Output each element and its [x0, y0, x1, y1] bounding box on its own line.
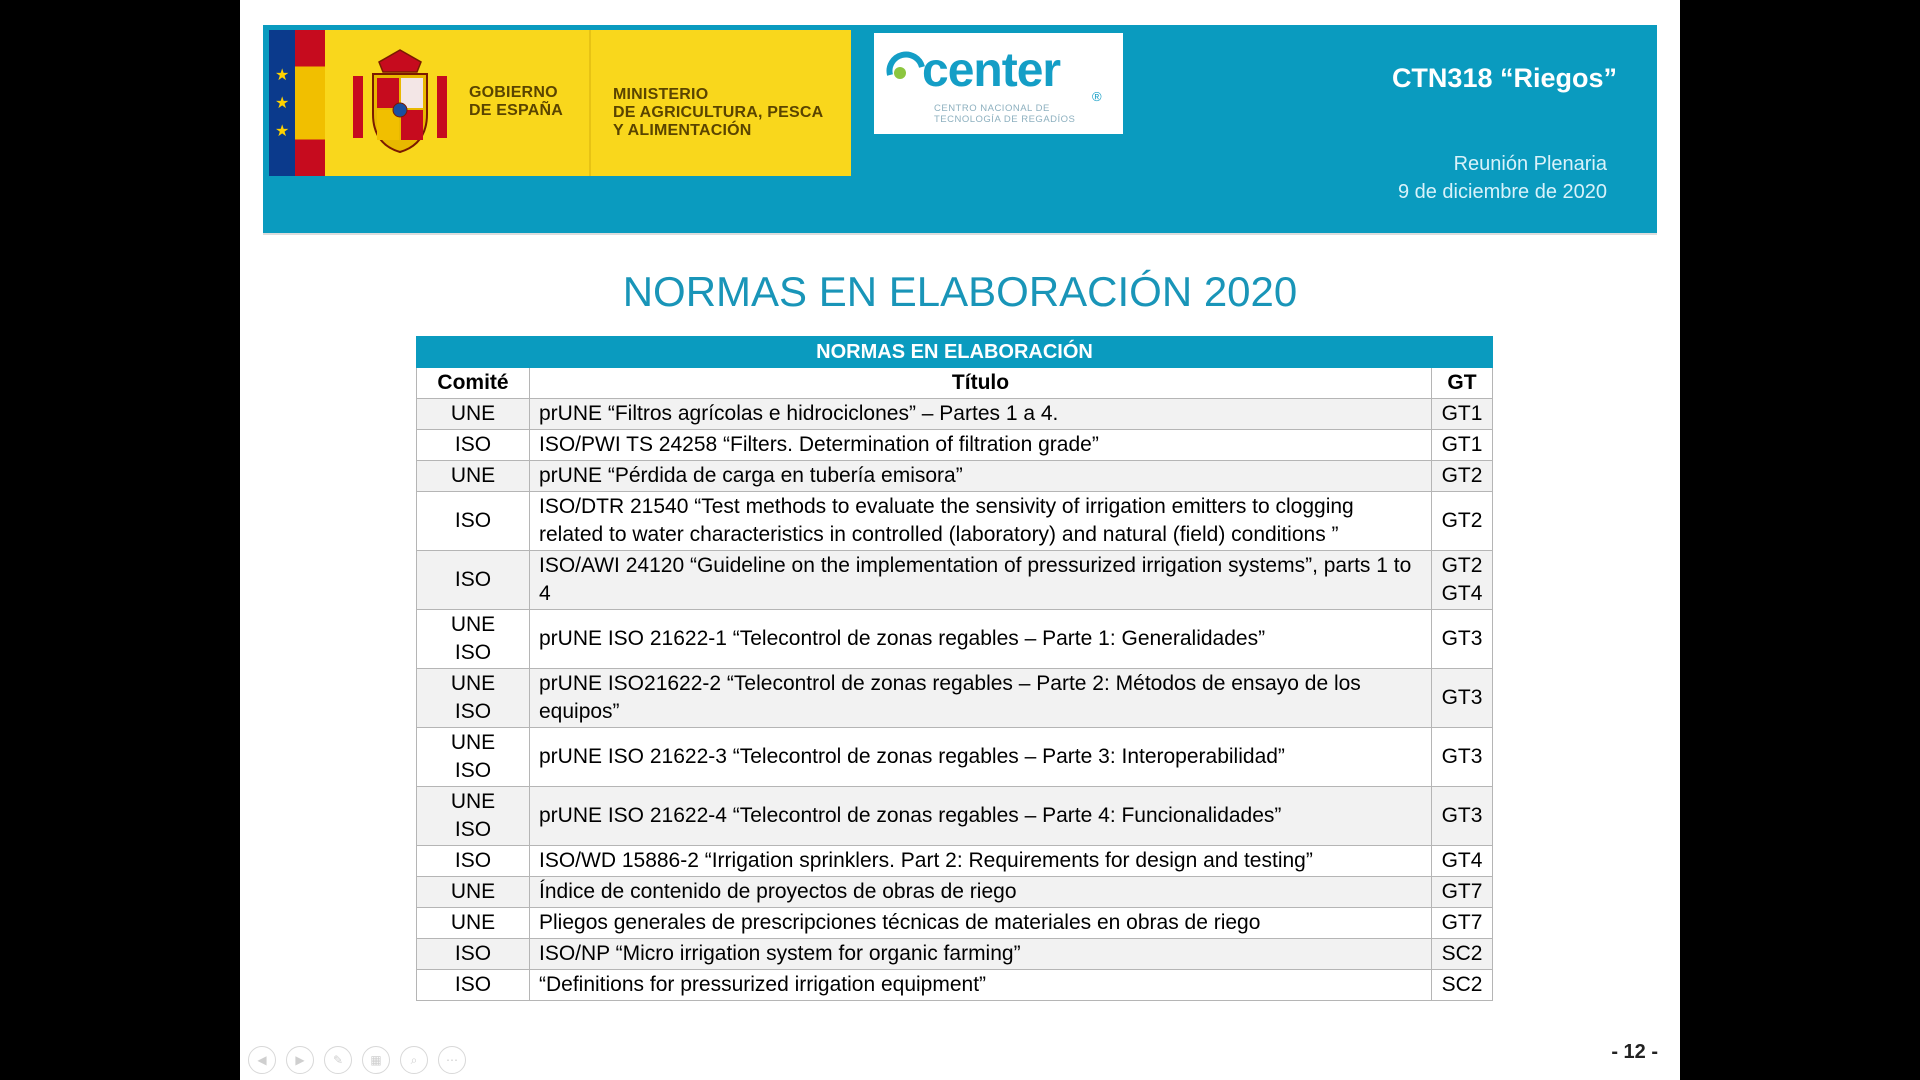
cell-comite: ISO: [417, 492, 530, 551]
cell-titulo: Pliegos generales de prescripciones técnicas de materiales en obras de riego: [530, 908, 1432, 939]
table-row: [417, 610, 1493, 669]
table-row: [417, 430, 1493, 461]
cell-comite: UNE: [417, 877, 530, 908]
cell-comite: ISO: [417, 939, 530, 970]
table-row: [417, 461, 1493, 492]
ministry-text: MINISTERIO DE AGRICULTURA, PESCA Y ALIMENTACIÓN: [613, 86, 824, 139]
cell-titulo: ISO/PWI TS 24258 “Filters. Determination of filtration grade”: [530, 430, 1432, 461]
cell-gt: GT2 GT4: [1432, 551, 1493, 610]
cell-gt: GT3: [1432, 610, 1493, 669]
government-text: GOBIERNO DE ESPAÑA: [469, 84, 563, 119]
registered-icon: ®: [1092, 89, 1102, 104]
cell-gt: GT7: [1432, 908, 1493, 939]
table-band-header: NORMAS EN ELABORACIÓN: [417, 337, 1493, 368]
cell-gt: GT2: [1432, 461, 1493, 492]
cell-titulo: prUNE “Filtros agrícolas e hidrociclones” – Partes 1 a 4.: [530, 399, 1432, 430]
next-icon[interactable]: ▶: [286, 1046, 314, 1074]
meeting-date: 9 de diciembre de 2020: [1397, 181, 1607, 203]
cell-titulo: ISO/NP “Micro irrigation system for organic farming”: [530, 939, 1432, 970]
table-row: [417, 728, 1493, 787]
cell-gt: GT4: [1432, 846, 1493, 877]
table-row: [417, 908, 1493, 939]
pen-icon[interactable]: ✎: [324, 1046, 352, 1074]
coat-of-arms-icon: [349, 48, 451, 158]
committee-title: CTN318 “Riegos”: [1391, 63, 1617, 93]
cell-comite: UNE ISO: [417, 787, 530, 846]
cell-comite: UNE ISO: [417, 610, 530, 669]
cell-gt: GT3: [1432, 787, 1493, 846]
table-row: [417, 669, 1493, 728]
cell-titulo: prUNE ISO 21622-1 “Telecontrol de zonas regables – Parte 1: Generalidades”: [530, 610, 1432, 669]
cell-comite: ISO: [417, 846, 530, 877]
cell-gt: GT3: [1432, 669, 1493, 728]
cell-titulo: ISO/DTR 21540 “Test methods to evaluate the sensivity of irrigation emitters to clogging related to water characteristics in controlled (laboratory) and natural (field) conditions ”: [530, 492, 1432, 551]
table-row: [417, 551, 1493, 610]
table-row: [417, 846, 1493, 877]
prev-icon[interactable]: ◀: [248, 1046, 276, 1074]
government-logo: [269, 30, 851, 176]
cell-titulo: ISO/WD 15886-2 “Irrigation sprinklers. Part 2: Requirements for design and testing”: [530, 846, 1432, 877]
center-wordmark: center: [922, 44, 1061, 97]
slide-title: NORMAS EN ELABORACIÓN 2020: [622, 268, 1298, 315]
center-subtitle: CENTRO NACIONAL DE TECNOLOGÍA DE REGADÍOS: [934, 103, 1076, 125]
table-row: [417, 939, 1493, 970]
cell-comite: UNE ISO: [417, 728, 530, 787]
table-row: [417, 787, 1493, 846]
cell-comite: ISO: [417, 551, 530, 610]
meeting-info: [1398, 150, 1607, 206]
cell-titulo: “Definitions for pressurized irrigation equipment”: [530, 970, 1432, 1001]
flag-icon: ★ ★ ★: [269, 30, 325, 176]
meeting-name: Reunión Plenaria: [1453, 153, 1607, 175]
slide: [240, 0, 1680, 1080]
slide-navigation: [248, 1046, 476, 1074]
column-header-gt: GT: [1432, 368, 1493, 399]
page-number: - 12 -: [1611, 1041, 1658, 1063]
cell-titulo: ISO/AWI 24120 “Guideline on the implementation of pressurized irrigation systems”, parts 1 to 4: [530, 551, 1432, 610]
center-swoosh-icon: [886, 49, 926, 89]
table-row: [417, 877, 1493, 908]
cell-gt: GT1: [1432, 430, 1493, 461]
cell-comite: ISO: [417, 430, 530, 461]
cell-comite: ISO: [417, 970, 530, 1001]
slides-icon[interactable]: ▦: [362, 1046, 390, 1074]
cell-gt: SC2: [1432, 970, 1493, 1001]
column-header-comite: Comité: [417, 368, 530, 399]
cell-gt: SC2: [1432, 939, 1493, 970]
cell-titulo: prUNE ISO 21622-3 “Telecontrol de zonas regables – Parte 3: Interoperabilidad”: [530, 728, 1432, 787]
cell-comite: UNE: [417, 461, 530, 492]
cell-gt: GT7: [1432, 877, 1493, 908]
cell-gt: GT2: [1432, 492, 1493, 551]
zoom-icon[interactable]: ⌕: [400, 1046, 428, 1074]
center-logo: [874, 33, 1123, 134]
logo-divider: [589, 30, 591, 176]
cell-gt: GT3: [1432, 728, 1493, 787]
table-body: [417, 399, 1493, 1001]
cell-gt: GT1: [1432, 399, 1493, 430]
column-header-titulo: Título: [530, 368, 1432, 399]
table-row: [417, 399, 1493, 430]
standards-table: [416, 336, 1493, 1001]
cell-titulo: prUNE ISO21622-2 “Telecontrol de zonas regables – Parte 2: Métodos de ensayo de los equipos”: [530, 669, 1432, 728]
cell-comite: UNE ISO: [417, 669, 530, 728]
header-banner: [263, 25, 1657, 235]
more-icon[interactable]: ⋯: [438, 1046, 466, 1074]
cell-titulo: prUNE “Pérdida de carga en tubería emisora”: [530, 461, 1432, 492]
table-row: [417, 970, 1493, 1001]
cell-titulo: Índice de contenido de proyectos de obras de riego: [530, 877, 1432, 908]
cell-comite: UNE: [417, 908, 530, 939]
table-row: [417, 492, 1493, 551]
cell-comite: UNE: [417, 399, 530, 430]
cell-titulo: prUNE ISO 21622-4 “Telecontrol de zonas regables – Parte 4: Funcionalidades”: [530, 787, 1432, 846]
